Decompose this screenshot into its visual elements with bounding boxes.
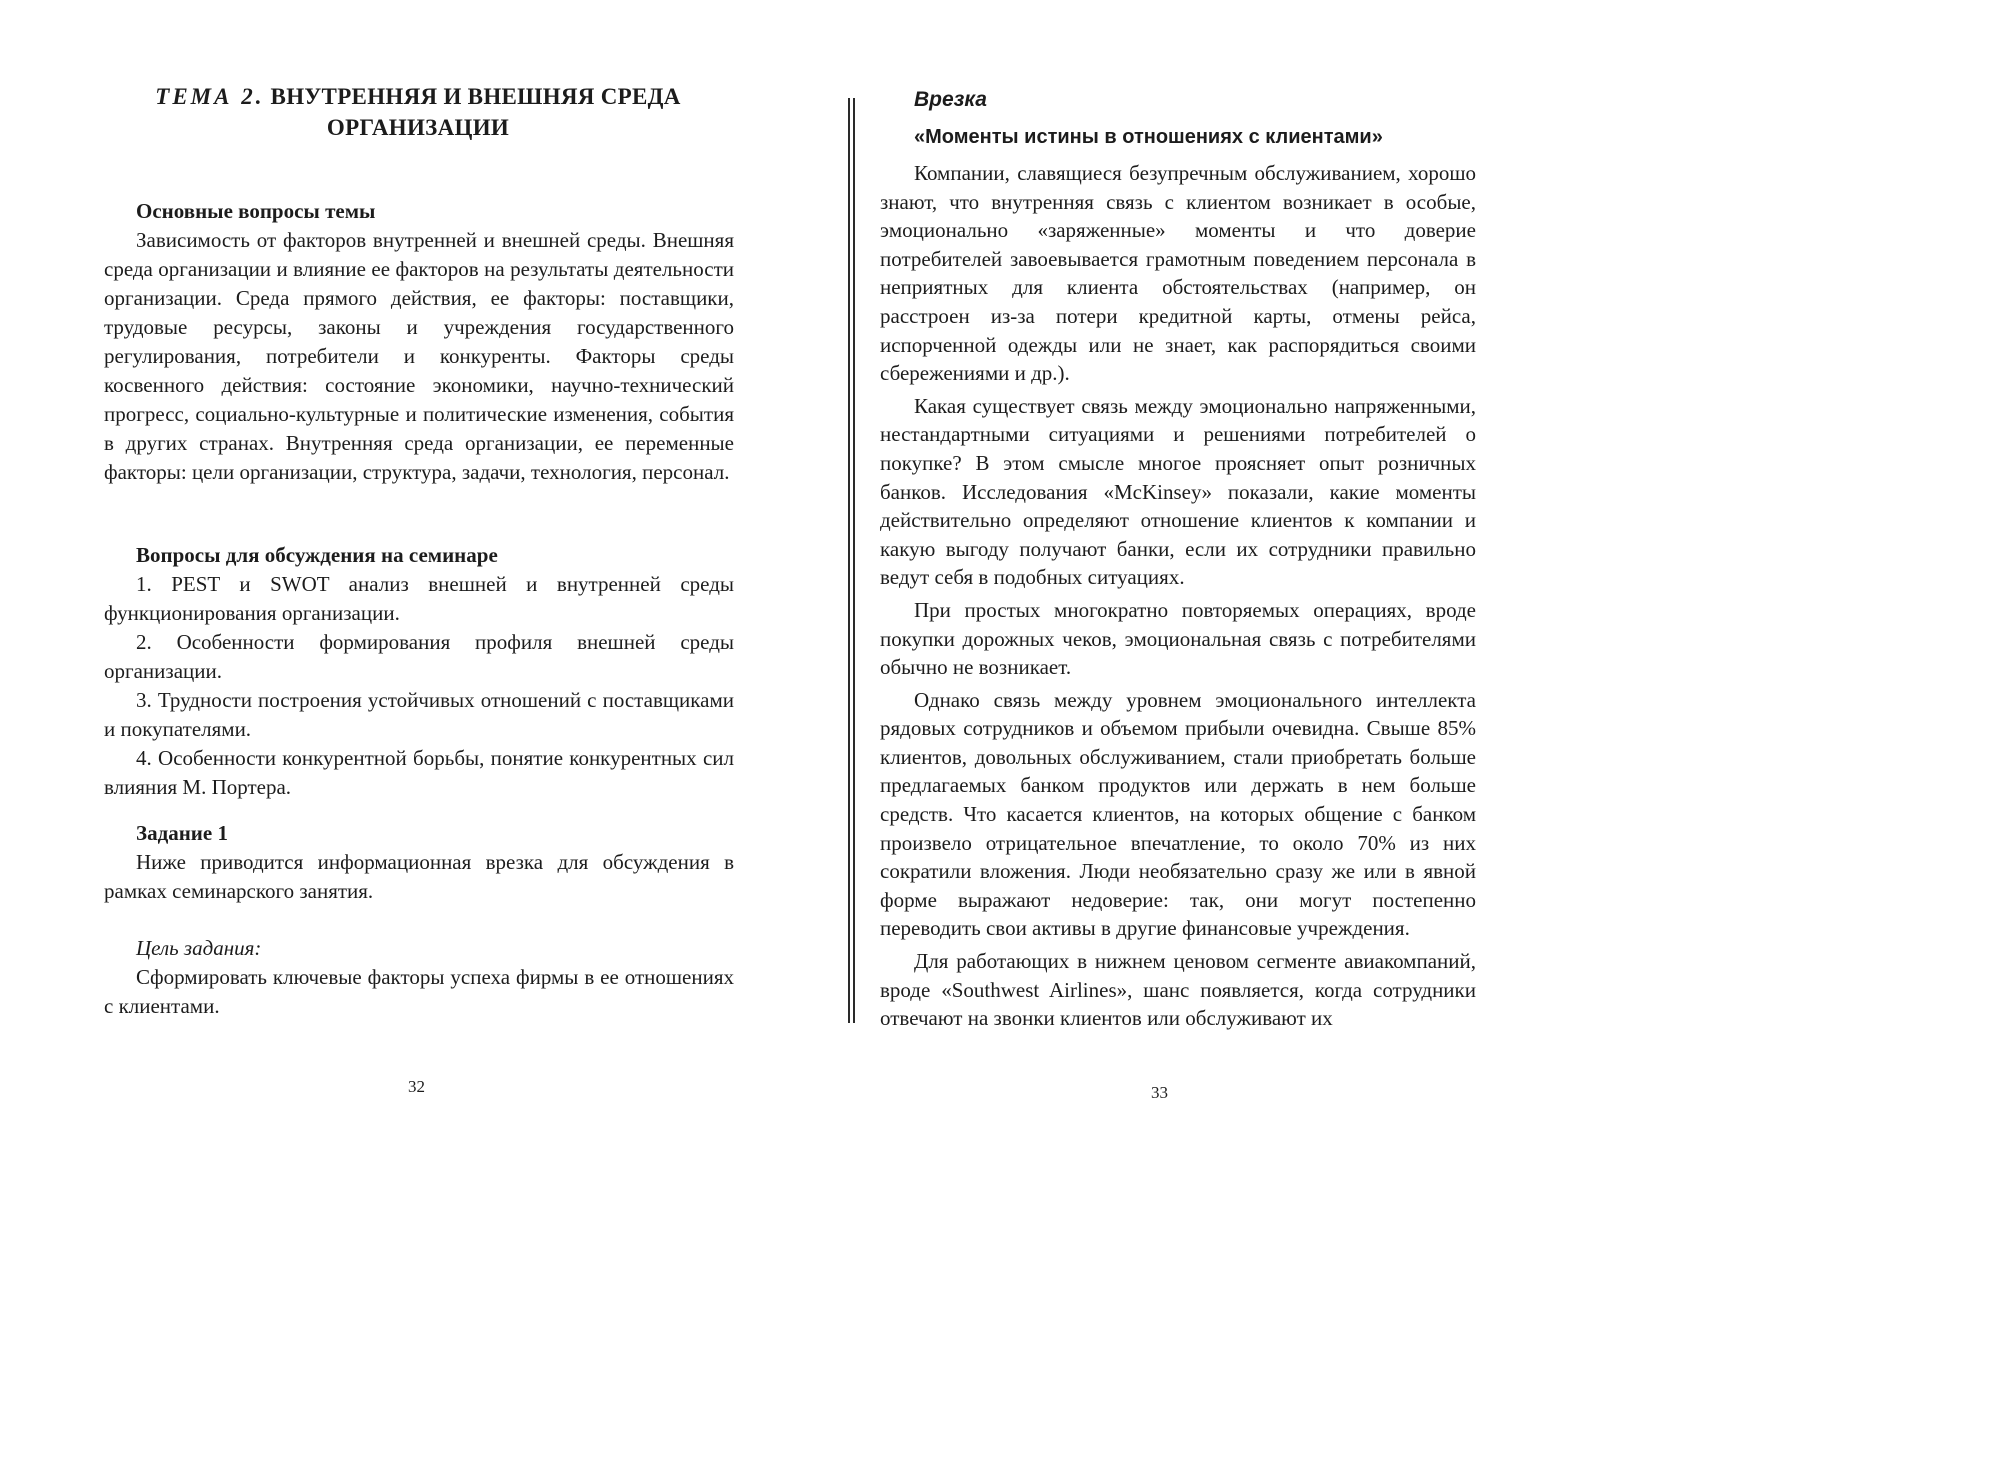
inset-rule-outer	[848, 98, 850, 1023]
page-number: 33	[1151, 1083, 1168, 1102]
task-section	[104, 819, 734, 906]
inset-title: «Моменты истины в отношениях с клиентами»	[914, 126, 1383, 148]
chapter-number: ТЕМА 2.	[155, 84, 265, 109]
inset-paragraph: Какая существует связь между эмоционально напряженными, нестандартными ситуациями и решениями потребителей о покупке? В этом смысле многое проясняет опыт розничных банков. Исследования «McKinsey» показали, какие моменты действительно определяют отношение клиентов к компании и какую выгоду получают банки, если их сотрудники правильно ведут себя в подобных ситуациях.	[880, 393, 1476, 590]
chapter-title-line-1	[104, 84, 732, 110]
right-page	[784, 0, 1568, 1151]
goal-label: Цель задания:	[136, 936, 262, 960]
chapter-title-line-2: ОРГАНИЗАЦИИ	[326, 115, 510, 140]
inset-paragraph: Для работающих в нижнем ценовом сегменте авиакомпаний, вроде «Southwest Airlines», шанс появляется, когда сотрудники отвечают на звонки клиентов или обслуживают их	[880, 949, 1476, 1031]
inset-body	[880, 159, 1476, 1037]
section-heading: Основные вопросы темы	[136, 199, 376, 223]
inset-label: Врезка	[914, 88, 987, 111]
task-text: Ниже приводится информационная врезка для обсуждения в рамках семинарского занятия.	[104, 850, 734, 903]
question-item: 3. Трудности построения устойчивых отношений с поставщиками и покупателями.	[104, 688, 734, 741]
page-number: 32	[408, 1077, 425, 1096]
left-page	[0, 0, 784, 1151]
section-seminar-questions	[104, 541, 734, 802]
question-item: 1. PEST и SWOT анализ внешней и внутренней среды функционирования организации.	[104, 572, 734, 625]
section-paragraph: Зависимость от факторов внутренней и внешней среды. Внешняя среда организации и влияние ее факторов на результаты деятельности организации. Среда прямого действия, ее факторы: поставщики, трудовые ресурсы, законы и учреждения государственного регулирования, потребители и конкуренты. Факторы среды косвенного действия: состояние экономики, научно-технический прогресс, социально-культурные и политические изменения, события в других странах. Внутренняя среда организации, ее переменные факторы: цели организации, структура, задачи, технология, персонал.	[104, 228, 734, 484]
question-item: 2. Особенности формирования профиля внешней среды организации.	[104, 630, 734, 683]
chapter-title: ВНУТРЕННЯЯ И ВНЕШНЯЯ СРЕДА	[270, 84, 681, 109]
inset-paragraph: Однако связь между уровнем эмоционального интеллекта рядовых сотрудников и объемом прибыли очевидна. Свыше 85% клиентов, довольных обслуживанием, стали приобретать больше предлагаемых банком продуктов или держать в нем больше средств. Что касается клиентов, на которых общение с банком произвело отрицательное впечатление, то около 70% из них сократили вложения. Люди необязательно сразу же или в явной форме выражают недоверие: так, они могут постепенно переводить свои активы в другие финансовые учреждения.	[880, 687, 1476, 941]
inset-paragraph: Компании, славящиеся безупречным обслуживанием, хорошо знают, что внутренняя связь с клиентом возникает в особые, эмоционально «заряженные» моменты и что доверие потребителей завоевывается грамотным поведением персонала в неприятных для клиента обстоятельствах (например, он расстроен из-за потери кредитной карты, отмены рейса, испорченной одежды или не знает, как распорядиться своими сбережениями и др.).	[880, 161, 1476, 386]
section-main-questions	[104, 197, 734, 487]
goal-text: Сформировать ключевые факторы успеха фирмы в ее отношениях с клиентами.	[104, 965, 734, 1018]
task-heading: Задание 1	[136, 821, 228, 845]
inset-rule-inner	[853, 98, 855, 1023]
goal-section	[104, 934, 734, 1021]
question-item: 4. Особенности конкурентной борьбы, понятие конкурентных сил влияния М. Портера.	[104, 746, 734, 799]
section-heading: Вопросы для обсуждения на семинаре	[136, 543, 498, 567]
inset-paragraph: При простых многократно повторяемых операциях, вроде покупки дорожных чеков, эмоциональная связь с потребителями обычно не возникает.	[880, 597, 1476, 680]
